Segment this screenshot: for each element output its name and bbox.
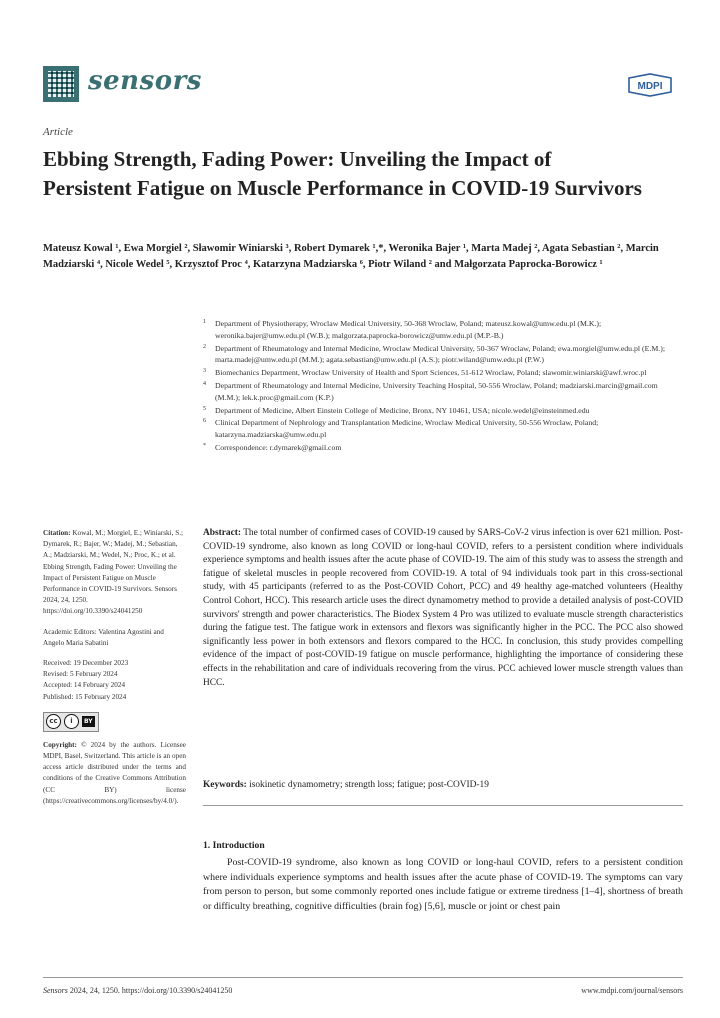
keywords	[203, 779, 683, 793]
abstract-text: The total number of confirmed cases of COVID-19 caused by SARS-CoV-2 virus infection is over 621 million. Post-COVID-19 syndrome, also known as long COVID or long-haul COVID, refers to a persistent condition where individuals experience symptoms and health issues after the acute phase of COVID-19. The aim of this study was to assess the strength and fatigue of skeletal muscles in people recovered from COVID-19. A total of 94 individuals took part in this cross-sectional study, with 45 participants (referred to as the Post-COVID Cohort, PCC) and 49 healthy age-matched volunteers (Healthy Control Cohort, HCC). This research article uses the direct dynamometry method to provide a detailed analysis of post-COVID survivors' strength and power characteristics. The Biodex System 4 Pro was utilized to evaluate muscle strength characteristics during the fatigue test. The fatigue work in extensors and flexors was significantly higher in the PCC. The PCC also showed significantly less power in both extensors and flexors compared to the HCC. In conclusion, this study provides compelling evidence of the impact of post-COVID-19 fatigue on muscle performance, highlighting the importance of considering these effects in the rehabilitation and care of individuals recovering from the virus. PCC achieved lower muscle strength values than HCC.	[203, 528, 683, 688]
keywords-text: isokinetic dynamometry; strength loss; fatigue; post-COVID-19	[246, 780, 489, 790]
journal-logo-icon	[43, 66, 79, 102]
affiliation-item: 5 Department of Medicine, Albert Einstein College of Medicine, Bronx, NY 10461, USA; nicole.wedel@einsteinmed.edu	[203, 405, 590, 415]
article-sidebar	[43, 528, 186, 807]
correspondence: * Correspondence: r.dymarek@gmail.com	[203, 442, 342, 452]
mdpi-logo	[625, 72, 675, 98]
affiliation-item: 6 Clinical Department of Nephrology and Transplantation Medicine, Wroclaw Medical University, 50-556 Wroclaw, Poland; katarzyna.madziarska@umw.edu.pl	[203, 418, 599, 440]
footer-citation: Sensors 2024, 24, 1250. https://doi.org/10.3390/s24041250	[43, 986, 233, 995]
license-badge-text: BY	[82, 716, 95, 727]
academic-editors: Academic Editors: Valentina Agostini and Angelo Maria Sabatini	[43, 627, 164, 647]
abstract	[203, 527, 683, 690]
journal-url-link[interactable]: www.mdpi.com/journal/sensors	[581, 986, 683, 995]
section-divider	[203, 805, 683, 806]
received-date: Received: 19 December 2023	[43, 659, 129, 668]
revised-date: Revised: 5 February 2024	[43, 670, 118, 679]
copyright-notice: Copyright: © 2024 by the authors. Licensee MDPI, Basel, Switzerland. This article is an open access article distributed under the terms and conditions of the Creative Commons Attribution (CC BY) license (https://creativecommons.org/licenses/by/4.0/).	[43, 740, 186, 805]
attribution-icon: i	[64, 714, 79, 729]
paper-title: Ebbing Strength, Fading Power: Unveiling the Impact of Persistent Fatigue on Muscle Performance in COVID-19 Survivors	[43, 147, 642, 200]
author-list: Mateusz Kowal ¹, Ewa Morgiel ², Sławomir Winiarski ³, Robert Dymarek ¹,*, Weronika Bajer ¹, Marta Madej ², Agata Sebastian ², Marcin Madziarski ⁴, Nicole Wedel ⁵, Krzysztof Proc ⁴, Katarzyna Madziarska ⁶, Piotr Wiland ² and Małgorzata Paprocka-Borowicz ¹	[43, 243, 659, 270]
footer-divider	[43, 977, 683, 978]
affiliation-item: 3 Biomechanics Department, Wroclaw University of Health and Sport Sciences, 51-612 Wroclaw, Poland; slawomir.winiarski@awf.wroc.pl	[203, 368, 647, 378]
cc-by-license-icon[interactable]	[43, 712, 99, 732]
accepted-date: Accepted: 14 February 2024	[43, 681, 126, 690]
affiliations	[203, 318, 683, 455]
section-heading: 1. Introduction	[203, 840, 265, 851]
journal-name: sensors	[88, 66, 202, 96]
abstract-label: Abstract:	[203, 528, 242, 538]
affiliation-item: 4 Department of Rheumatology and Internal Medicine, University Teaching Hospital, 50-556 Wroclaw, Poland; madziarski.marcin@gmail.com (M.M.); lek.k.proc@gmail.com (K.P.)	[203, 380, 658, 402]
citation-block: Citation: Kowal, M.; Morgiel, E.; Winiarski, S.; Dymarek, R.; Bajer, W.; Madej, M.; Sebastian, A.; Madziarski, M.; Wedel, N.; Proc, K.; et al. Ebbing Strength, Fading Power: Unveiling the Impact of Persistent Fatigue on Muscle Performance in COVID-19 Survivors. Sensors 2024, 24, 1250. https://doi.org/10.3390/s24041250	[43, 529, 184, 616]
mdpi-logo-text: MDPI	[637, 81, 663, 92]
article-type: Article	[43, 126, 73, 138]
cc-icon: cc	[46, 714, 61, 729]
keywords-label: Keywords:	[203, 780, 247, 790]
affiliation-item: 1 Department of Physiotherapy, Wroclaw Medical University, 50-368 Wroclaw, Poland; mateusz.kowal@umw.edu.pl (M.K.); weronika.bajer@umw.edu.pl (W.B.); malgorzata.paprocka-borowicz@umw.edu.pl (M.P.-B.)	[203, 319, 602, 340]
introduction-text: Post-COVID-19 syndrome, also known as long COVID or long-haul COVID, refers to a persistent condition where individuals experience symptoms and health issues after the acute phase of COVID-19. The symptoms can vary from person to person, but some commonly reported ones include fatigue or extreme tiredness [1–4], shortness of breath or difficulty breathing, cognitive difficulties (brain fog) [5,6], muscle or joint or chest pain	[203, 857, 683, 913]
affiliation-item: 2 Department of Rheumatology and Internal Medicine, Wroclaw Medical University, 50-367 Wroclaw, Poland; ewa.morgiel@umw.edu.pl (E.M.); marta.madej@umw.edu.pl (M.M.); agata.sebastian@umw.edu.pl (A.S.); piotr.wiland@umw.edu.pl (P.W.)	[203, 343, 665, 365]
published-date: Published: 15 February 2024	[43, 692, 127, 701]
